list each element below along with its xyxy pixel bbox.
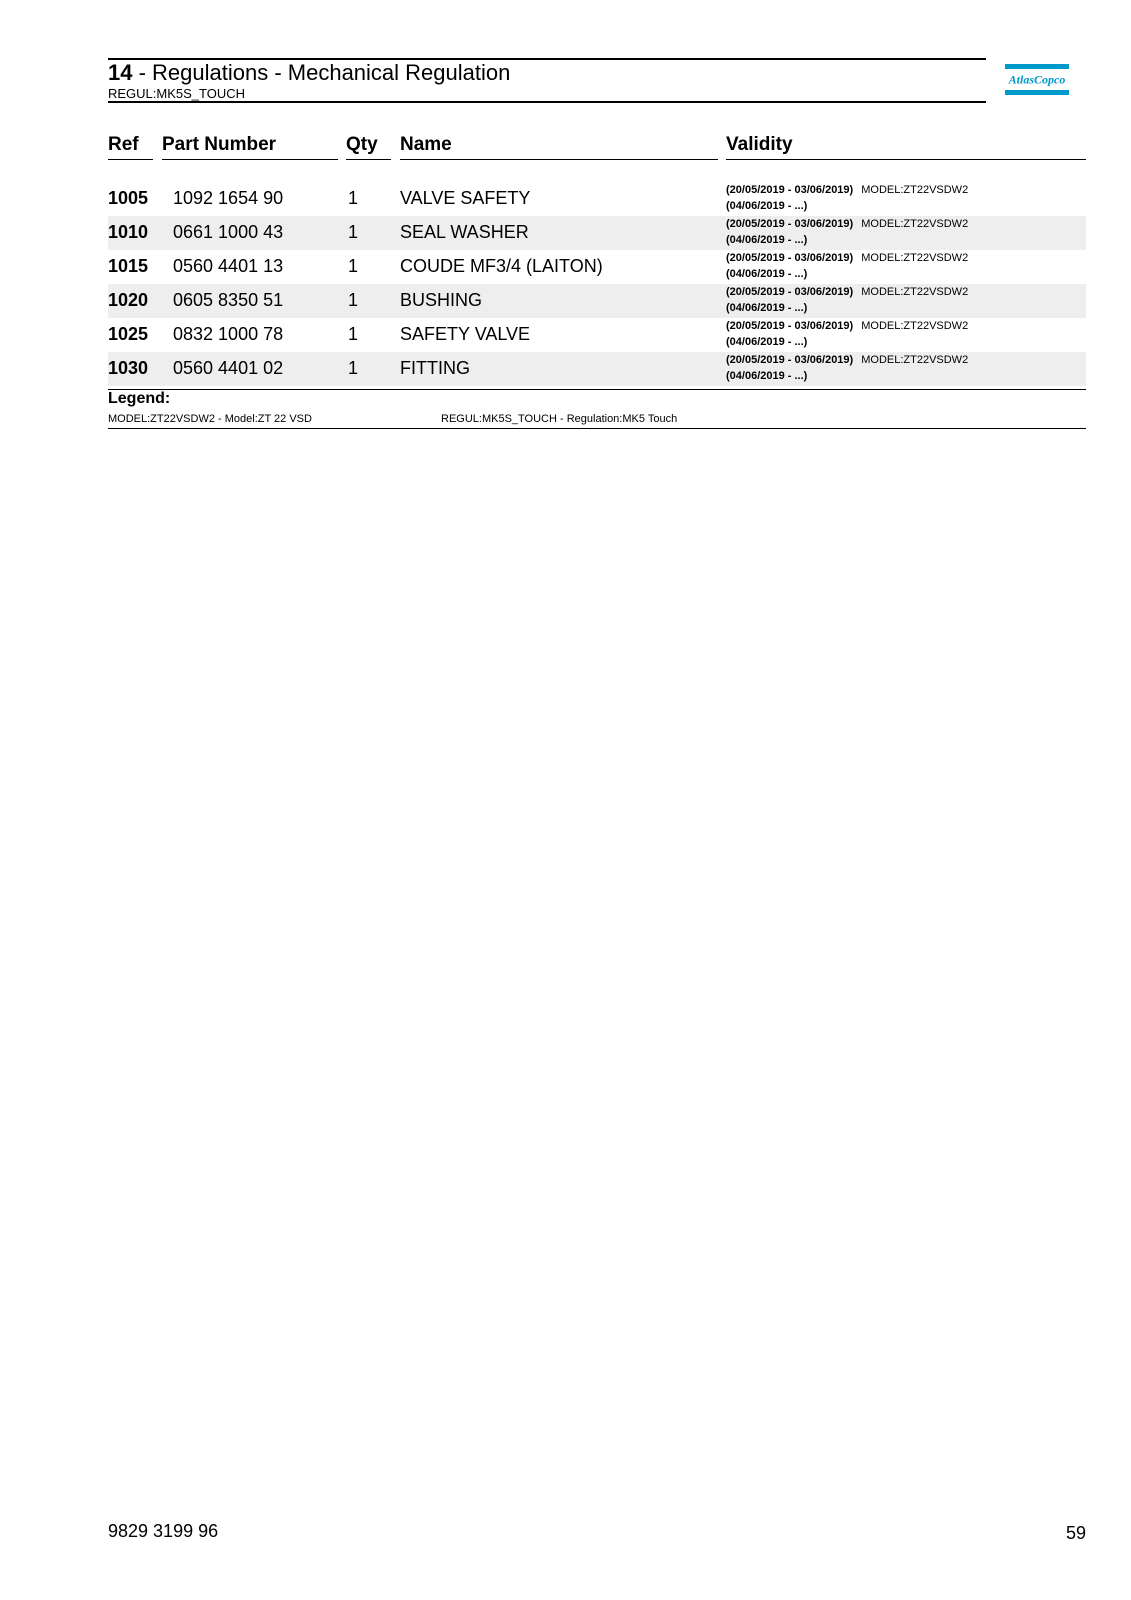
- validity-range: (04/06/2019 - ...): [726, 268, 808, 280]
- part-number-cell: 0832 1000 78: [173, 324, 284, 344]
- validity-range: (04/06/2019 - ...): [726, 302, 808, 314]
- validity-model: MODEL:ZT22VSDW2: [861, 252, 969, 264]
- header-underline: [108, 159, 153, 160]
- part-number-cell: 1092 1654 90: [173, 188, 284, 208]
- validity-line: [726, 252, 968, 265]
- ref-cell: 1025: [108, 324, 149, 344]
- validity-range: (04/06/2019 - ...): [726, 370, 808, 382]
- validity-model: MODEL:ZT22VSDW2: [861, 184, 969, 196]
- validity-line: [726, 320, 968, 333]
- validity-range: (20/05/2019 - 03/06/2019): [726, 184, 854, 196]
- validity-range: (20/05/2019 - 03/06/2019): [726, 252, 854, 264]
- table-row: [108, 250, 1086, 284]
- table-row: [108, 216, 1086, 250]
- part-number-cell: 0560 4401 02: [173, 358, 284, 378]
- part-number-cell: 0560 4401 13: [173, 256, 284, 276]
- ref-cell: 1010: [108, 222, 149, 242]
- column-header-part-number: Part Number: [162, 134, 277, 155]
- validity-line: [726, 302, 807, 315]
- ref-cell: 1005: [108, 188, 149, 208]
- validity-line: [726, 218, 968, 231]
- validity-line: [726, 268, 807, 281]
- column-header-name: Name: [400, 134, 452, 155]
- logo-top-bar: [1005, 64, 1069, 69]
- ref-cell: 1015: [108, 256, 149, 276]
- validity-model: MODEL:ZT22VSDW2: [861, 218, 969, 230]
- name-cell: SEAL WASHER: [400, 222, 529, 242]
- header-underline: [346, 159, 391, 160]
- column-header-ref: Ref: [108, 134, 139, 155]
- page-header: [108, 58, 986, 103]
- qty-cell: 1: [348, 358, 359, 378]
- qty-cell: 1: [348, 188, 359, 208]
- validity-line: [726, 200, 807, 213]
- validity-range: (20/05/2019 - 03/06/2019): [726, 218, 854, 230]
- validity-line: [726, 184, 968, 197]
- name-cell: BUSHING: [400, 290, 483, 310]
- table-row: [108, 318, 1086, 352]
- name-cell: FITTING: [400, 358, 470, 378]
- validity-range: (04/06/2019 - ...): [726, 336, 808, 348]
- section-title: [108, 60, 510, 86]
- validity-model: MODEL:ZT22VSDW2: [861, 354, 969, 366]
- atlas-copco-logo: [1005, 64, 1069, 95]
- name-cell: SAFETY VALVE: [400, 324, 531, 344]
- validity-range: (04/06/2019 - ...): [726, 200, 808, 212]
- ref-cell: 1030: [108, 358, 149, 378]
- section-subtitle: REGUL:MK5S_TOUCH: [108, 86, 246, 101]
- qty-cell: 1: [348, 290, 359, 310]
- table-row: [108, 284, 1086, 318]
- legend-item-model: MODEL:ZT22VSDW2 - Model:ZT 22 VSD: [108, 413, 312, 425]
- validity-line: [726, 336, 807, 349]
- page-number: 59: [1065, 1523, 1086, 1543]
- header-underline: [400, 159, 718, 160]
- legend-item-regulation: REGUL:MK5S_TOUCH - Regulation:MK5 Touch: [441, 413, 678, 425]
- validity-model: MODEL:ZT22VSDW2: [861, 286, 969, 298]
- section-number: 14: [108, 60, 133, 85]
- validity-line: [726, 354, 968, 367]
- column-header-qty: Qty: [346, 134, 378, 155]
- part-number-cell: 0661 1000 43: [173, 222, 284, 242]
- validity-line: [726, 370, 807, 383]
- legend-bottom-rule: [108, 428, 1086, 429]
- legend-title: Legend:: [108, 390, 171, 407]
- validity-range: (20/05/2019 - 03/06/2019): [726, 354, 854, 366]
- name-cell: VALVE SAFETY: [400, 188, 531, 208]
- qty-cell: 1: [348, 222, 359, 242]
- qty-cell: 1: [348, 256, 359, 276]
- validity-line: [726, 234, 807, 247]
- logo-text: AtlasCopco: [1008, 72, 1066, 87]
- qty-cell: 1: [348, 324, 359, 344]
- column-header-validity: Validity: [726, 134, 793, 155]
- table-row: [108, 182, 1086, 216]
- table-bottom-rule: [108, 389, 1086, 390]
- validity-model: MODEL:ZT22VSDW2: [861, 320, 969, 332]
- name-cell: COUDE MF3/4 (LAITON): [400, 256, 603, 276]
- validity-range: (04/06/2019 - ...): [726, 234, 808, 246]
- section-title-text: - Regulations - Mechanical Regulation: [132, 60, 511, 85]
- document-number: 9829 3199 96: [108, 1521, 219, 1541]
- table-row: [108, 352, 1086, 386]
- part-number-cell: 0605 8350 51: [173, 290, 284, 310]
- validity-range: (20/05/2019 - 03/06/2019): [726, 286, 854, 298]
- ref-cell: 1020: [108, 290, 149, 310]
- header-underline: [726, 159, 1086, 160]
- logo-bottom-bar: [1005, 90, 1069, 95]
- validity-range: (20/05/2019 - 03/06/2019): [726, 320, 854, 332]
- validity-line: [726, 286, 968, 299]
- header-underline: [162, 159, 338, 160]
